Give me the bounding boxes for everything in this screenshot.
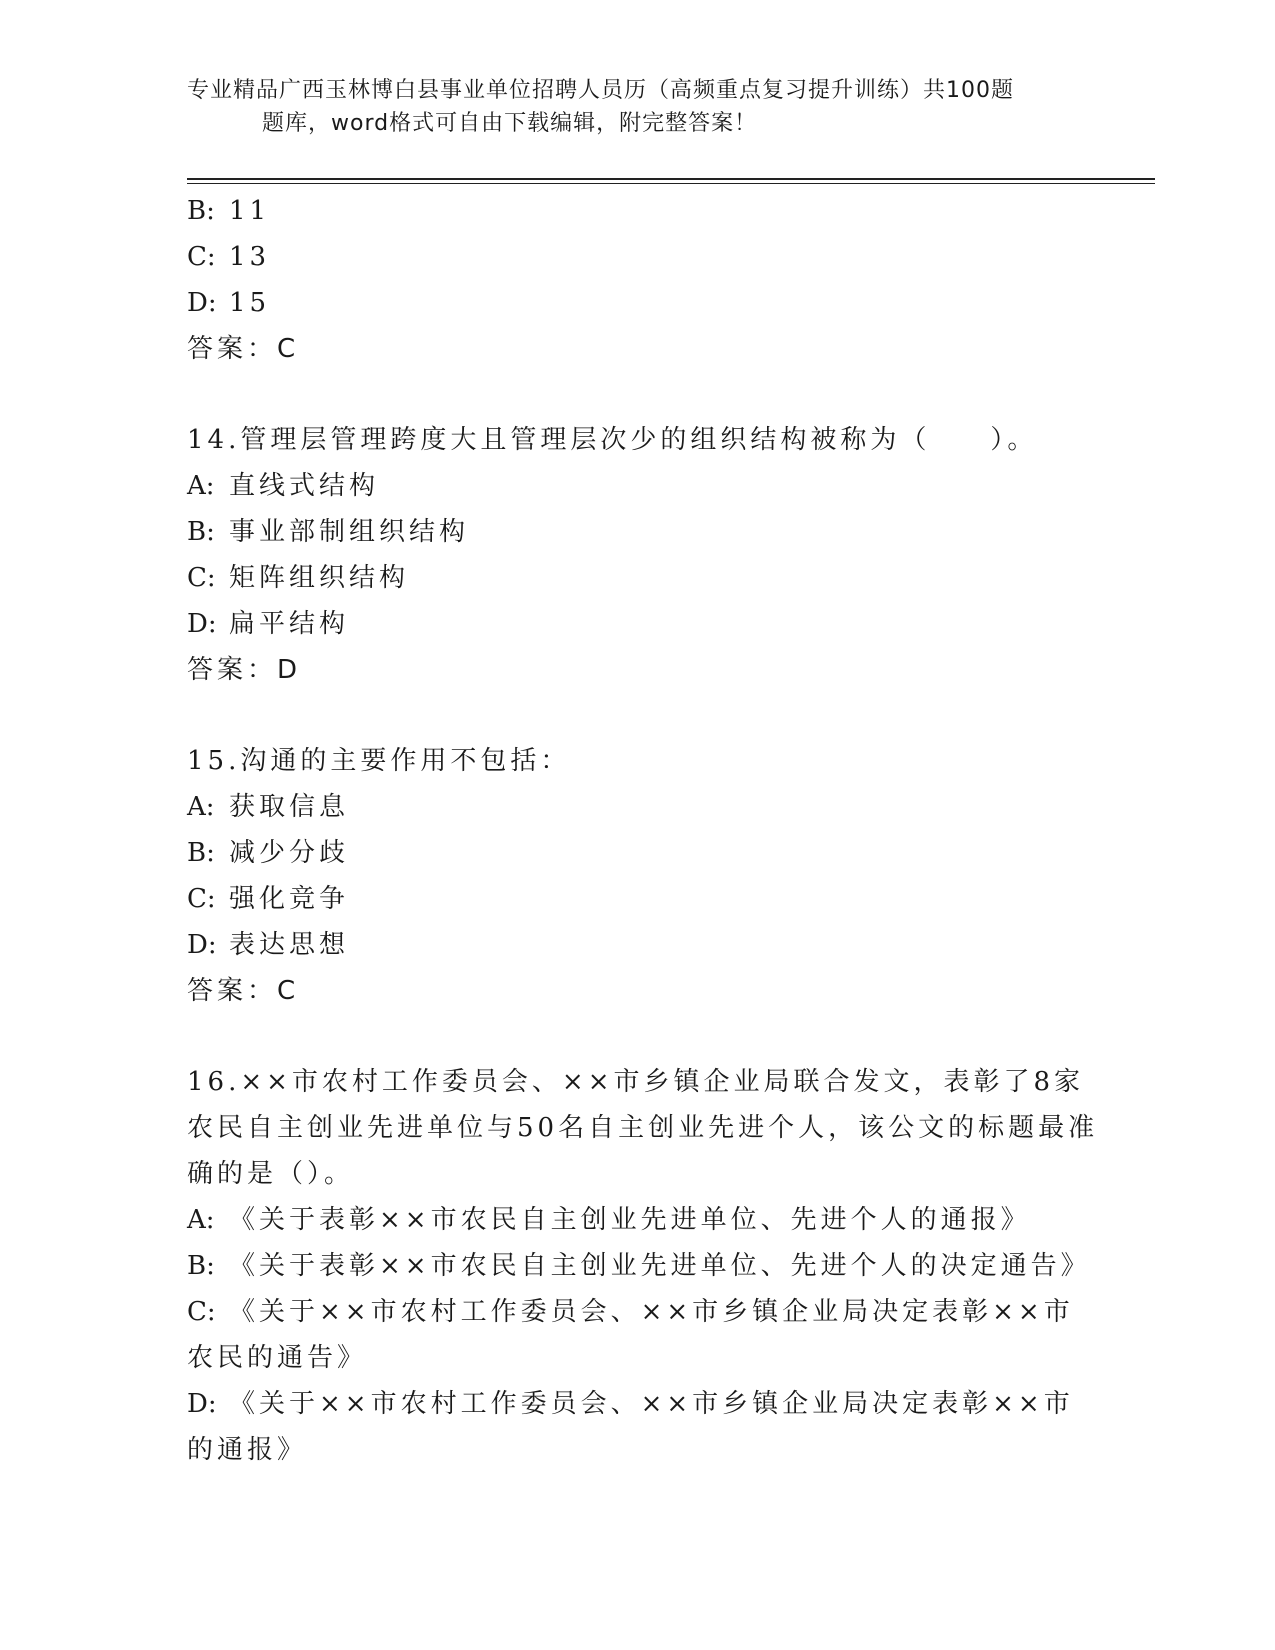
answer-value: C [277, 976, 297, 1006]
option-line [187, 1381, 1087, 1427]
option-label: C: [187, 884, 216, 914]
option-text: 13 [229, 242, 271, 272]
option-label: C: [187, 1297, 216, 1327]
option-text: 强化竞争 [229, 884, 350, 914]
answer-value: C [277, 334, 297, 364]
answer-line [187, 968, 1087, 1014]
option-label: B: [187, 517, 215, 547]
option-line [187, 1243, 1091, 1289]
option-text: 表达思想 [229, 930, 350, 960]
document-body [187, 188, 1099, 1473]
option-label: B: [187, 1251, 215, 1281]
option-line [187, 555, 1087, 601]
option-text: 扁平结构 [229, 609, 350, 639]
option-label: B: [187, 838, 215, 868]
option-line [187, 1197, 1087, 1243]
option-text: 《关于表彰××市农民自主创业先进单位、先进个人的通报》 [229, 1205, 1031, 1235]
option-line [187, 188, 1087, 234]
option-line [187, 830, 1087, 876]
answer-line [187, 647, 1087, 693]
option-line [187, 601, 1087, 647]
option-label: D: [187, 930, 217, 960]
option-text: 《关于表彰××市农民自主创业先进单位、先进个人的决定通告》 [229, 1251, 1091, 1281]
option-label: D: [187, 1389, 217, 1419]
header-line-1: 专业精品广西玉林博白县事业单位招聘人员历（高频重点复习提升训练）共100题 [187, 78, 1014, 103]
option-label: A: [187, 471, 215, 501]
document-header [187, 74, 1087, 140]
question-stem: 14.管理层管理跨度大且管理层次少的组织结构被称为（ ）。 [187, 425, 1038, 455]
option-text: 《关于××市农村工作委员会、××市乡镇企业局决定表彰××市 [229, 1297, 1074, 1327]
option-line [187, 784, 1087, 830]
option-text: 11 [229, 196, 271, 226]
option-label: A: [187, 1205, 215, 1235]
answer-value: D [277, 655, 299, 685]
option-text: 矩阵组织结构 [229, 563, 410, 593]
header-line-2: 题库，word格式可自由下载编辑，附完整答案！ [262, 111, 758, 136]
answer-label: 答案： [187, 334, 278, 364]
option-line [187, 1289, 1087, 1335]
option-label: D: [187, 609, 217, 639]
option-text: 减少分歧 [229, 838, 350, 868]
header-rule-thin [187, 183, 1155, 184]
option-line [187, 280, 1087, 326]
question-stem-line: 确的是（）。 [187, 1159, 355, 1189]
option-text: 获取信息 [229, 792, 350, 822]
option-label: D: [187, 288, 217, 318]
option-text: 直线式结构 [229, 471, 380, 501]
option-label: B: [187, 196, 215, 226]
question-stem-line: 农民自主创业先进单位与50名自主创业先进个人，该公文的标题最准 [187, 1113, 1099, 1143]
option-continuation: 的通报》 [187, 1435, 308, 1465]
question-stem: 15.沟通的主要作用不包括： [187, 746, 571, 776]
option-label: C: [187, 563, 216, 593]
option-label: A: [187, 792, 215, 822]
answer-line [187, 326, 1087, 372]
option-line [187, 234, 1087, 280]
option-line [187, 876, 1087, 922]
option-line [187, 922, 1087, 968]
answer-label: 答案： [187, 976, 278, 1006]
option-text: 事业部制组织结构 [229, 517, 470, 547]
option-label: C: [187, 242, 216, 272]
option-line [187, 463, 1087, 509]
option-line [187, 509, 1087, 555]
option-text: 《关于××市农村工作委员会、××市乡镇企业局决定表彰××市 [229, 1389, 1074, 1419]
question-stem-line: 16.××市农村工作委员会、××市乡镇企业局联合发文，表彰了8家 [187, 1067, 1085, 1097]
option-continuation: 农民的通告》 [187, 1343, 368, 1373]
option-text: 15 [229, 288, 271, 318]
answer-label: 答案： [187, 655, 278, 685]
header-rule-thick [187, 178, 1155, 180]
